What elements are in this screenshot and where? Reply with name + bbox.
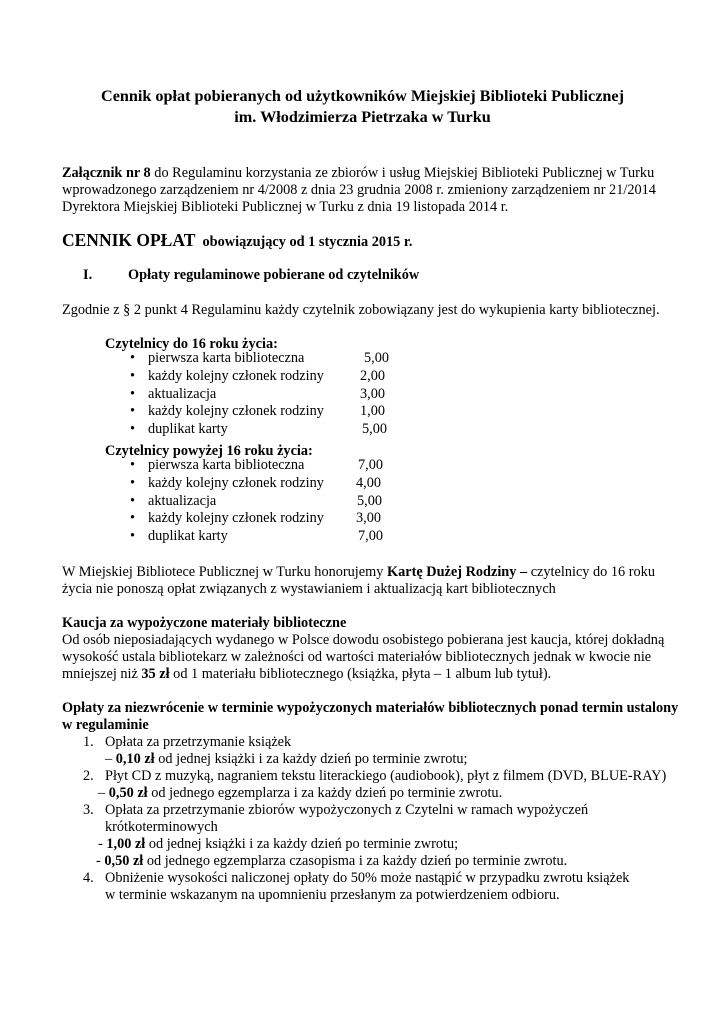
- price-item-label: duplikat karty: [148, 528, 228, 545]
- oplaty-item2-number: 2.: [83, 768, 94, 784]
- document-title-line1: Cennik opłat pobieranych od użytkowników Miejskiej Biblioteki Publicznej: [101, 87, 624, 105]
- price-item-label: każdy kolejny członek rodziny: [148, 474, 324, 491]
- bullet-icon: •: [130, 457, 136, 473]
- oplaty-item3-fee1-amount: 1,00 zł: [106, 836, 146, 852]
- price-item-label: aktualizacja: [148, 385, 217, 402]
- oplaty-item4-number: 4.: [83, 870, 94, 886]
- duza-rodzina-line1: [62, 564, 655, 582]
- bullet-icon: •: [130, 367, 136, 384]
- duza-rodzina-pre: W Miejskiej Bibliotece Publicznej w Turku honorujemy: [62, 564, 387, 580]
- kaucja-line3-pre: mniejszej niż: [62, 666, 142, 682]
- price-item-value: 2,00: [360, 367, 386, 384]
- price-item-label: każdy kolejny członek rodziny: [148, 510, 324, 527]
- intro-line1: [62, 165, 654, 183]
- oplaty-item3-number: 3.: [83, 802, 94, 818]
- price-item-value: 1,00: [360, 403, 386, 420]
- oplaty-heading-line1: Opłaty za niezwrócenie w terminie wypożyczonych materiałów bibliotecznych ponad termin ustalony: [62, 700, 679, 716]
- section1-title: Opłaty regulaminowe pobierane od czytelników: [128, 267, 420, 283]
- kaucja-line2: wysokość ustala bibliotekarz w zależności od wartości materiałów bibliotecznych jednak w kwocie nie: [62, 649, 652, 665]
- oplaty-item3-text-line2: krótkoterminowych: [105, 819, 218, 835]
- oplaty-item2-rest: od jednego egzemplarza i za każdy dzień po terminie zwrotu.: [147, 785, 503, 801]
- price-item-value: 5,00: [364, 350, 390, 366]
- oplaty-item1-text: Opłata za przetrzymanie książek: [105, 734, 292, 750]
- kaucja-line3-post: od 1 materiału bibliotecznego (książka, płyta – 1 album lub tytuł).: [169, 666, 552, 682]
- oplaty-item3-fee1-rest: od jednej książki i za każdy dzień po terminie zwrotu;: [145, 836, 459, 852]
- bullet-icon: •: [130, 350, 136, 366]
- price-item-label: aktualizacja: [148, 492, 217, 509]
- oplaty-item2-fee: [98, 785, 502, 803]
- oplaty-item2-amount: 0,50 zł: [108, 785, 148, 801]
- oplaty-item1-number: 1.: [83, 734, 94, 750]
- group-under16-heading: Czytelnicy do 16 roku życia:: [105, 336, 278, 352]
- kaucja-heading: Kaucja za wypożyczone materiały biblioteczne: [62, 615, 347, 631]
- oplaty-item3-fee1: [98, 836, 458, 854]
- oplaty-item3-text-line1: Opłata za przetrzymanie zbiorów wypożyczonych z Czytelni w ramach wypożyczeń: [105, 802, 589, 818]
- oplaty-item4-text-line1: Obniżenie wysokości naliczonej opłaty do 50% może nastąpić w przypadku zwrotu książek: [105, 870, 630, 886]
- price-item-label: każdy kolejny członek rodziny: [148, 403, 324, 420]
- bullet-icon: •: [130, 492, 136, 509]
- oplaty-item2-dash: –: [98, 785, 109, 801]
- oplaty-item4-text-line2: w terminie wskazanym na upomnieniu przesłanym za potwierdzeniem odbioru.: [105, 887, 560, 903]
- document-title-line2: im. Włodzimierza Pietrzaka w Turku: [234, 108, 491, 126]
- price-item-label: pierwsza karta biblioteczna: [148, 350, 305, 366]
- duza-rodzina-bold: Kartę Dużej Rodziny –: [386, 564, 528, 580]
- cennik-heading: [62, 232, 412, 252]
- oplaty-item3-fee1-dash: -: [98, 836, 107, 852]
- oplaty-item1-rest: od jednej książki i za każdy dzień po terminie zwrotu;: [154, 751, 468, 767]
- oplaty-item2-text: Płyt CD z muzyką, nagraniem tekstu literackiego (audiobook), płyt z filmem (DVD, BLUE-RAY): [105, 768, 667, 784]
- bullet-icon: •: [130, 528, 136, 545]
- intro-bold: Załącznik nr 8: [62, 165, 151, 181]
- kaucja-amount: 35 zł: [141, 666, 170, 682]
- bullet-icon: •: [130, 421, 136, 438]
- duza-rodzina-post: czytelnicy do 16 roku: [527, 564, 655, 580]
- intro-line1-rest: do Regulaminu korzystania ze zbiorów i usług Miejskiej Biblioteki Publicznej w Turku: [150, 165, 655, 181]
- section1-text: Zgodnie z § 2 punkt 4 Regulaminu każdy czytelnik zobowiązany jest do wykupienia karty bibliotecznej.: [62, 302, 660, 318]
- intro-line2: wprowadzonego zarządzeniem nr 4/2008 z dnia 23 grudnia 2008 r. zmieniony zarządzeniem nr 21/2014: [62, 182, 656, 198]
- cennik-subtitle: obowiązujący od 1 stycznia 2015 r.: [202, 234, 413, 250]
- price-item-value: 3,00: [360, 385, 386, 402]
- price-item-value: 7,00: [358, 457, 384, 473]
- bullet-icon: •: [130, 403, 136, 420]
- oplaty-item1-amount: 0,10 zł: [115, 751, 155, 767]
- cennik-title: CENNIK OPŁAT: [62, 230, 196, 250]
- price-item-value: 5,00: [362, 421, 388, 438]
- price-item-value: 5,00: [357, 492, 383, 509]
- bullet-icon: •: [130, 474, 136, 491]
- kaucja-line1: Od osób nieposiadających wydanego w Polsce dowodu osobistego pobierana jest kaucja, której dokładną: [62, 632, 665, 648]
- bullet-icon: •: [130, 385, 136, 402]
- price-item-label: każdy kolejny członek rodziny: [148, 367, 324, 384]
- oplaty-item3-fee2-rest: od jednego egzemplarza czasopisma i za każdy dzień po terminie zwrotu.: [143, 853, 568, 869]
- bullet-icon: •: [130, 510, 136, 527]
- kaucja-line3: [62, 666, 551, 684]
- duza-rodzina-line2: życia nie ponoszą opłat związanych z wystawianiem i aktualizacją kart bibliotecznych: [62, 581, 556, 597]
- group-over16-heading: Czytelnicy powyżej 16 roku życia:: [105, 443, 313, 459]
- price-item-value: 7,00: [358, 528, 384, 545]
- price-item-value: 4,00: [356, 474, 382, 491]
- oplaty-item3-fee2-amount: 0,50 zł: [104, 853, 144, 869]
- oplaty-heading-line2: w regulaminie: [62, 717, 149, 733]
- oplaty-item1-fee: [105, 751, 468, 769]
- intro-line3: Dyrektora Miejskiej Biblioteki Publicznej w Turku z dnia 19 listopada 2014 r.: [62, 199, 509, 215]
- price-item-value: 3,00: [356, 510, 382, 527]
- oplaty-item3-fee2: [96, 853, 567, 871]
- price-item-label: duplikat karty: [148, 421, 228, 438]
- oplaty-item1-dash: –: [105, 751, 116, 767]
- section1-number: I.: [83, 267, 93, 283]
- price-item-label: pierwsza karta biblioteczna: [148, 457, 305, 473]
- oplaty-item3-fee2-dash: -: [96, 853, 105, 869]
